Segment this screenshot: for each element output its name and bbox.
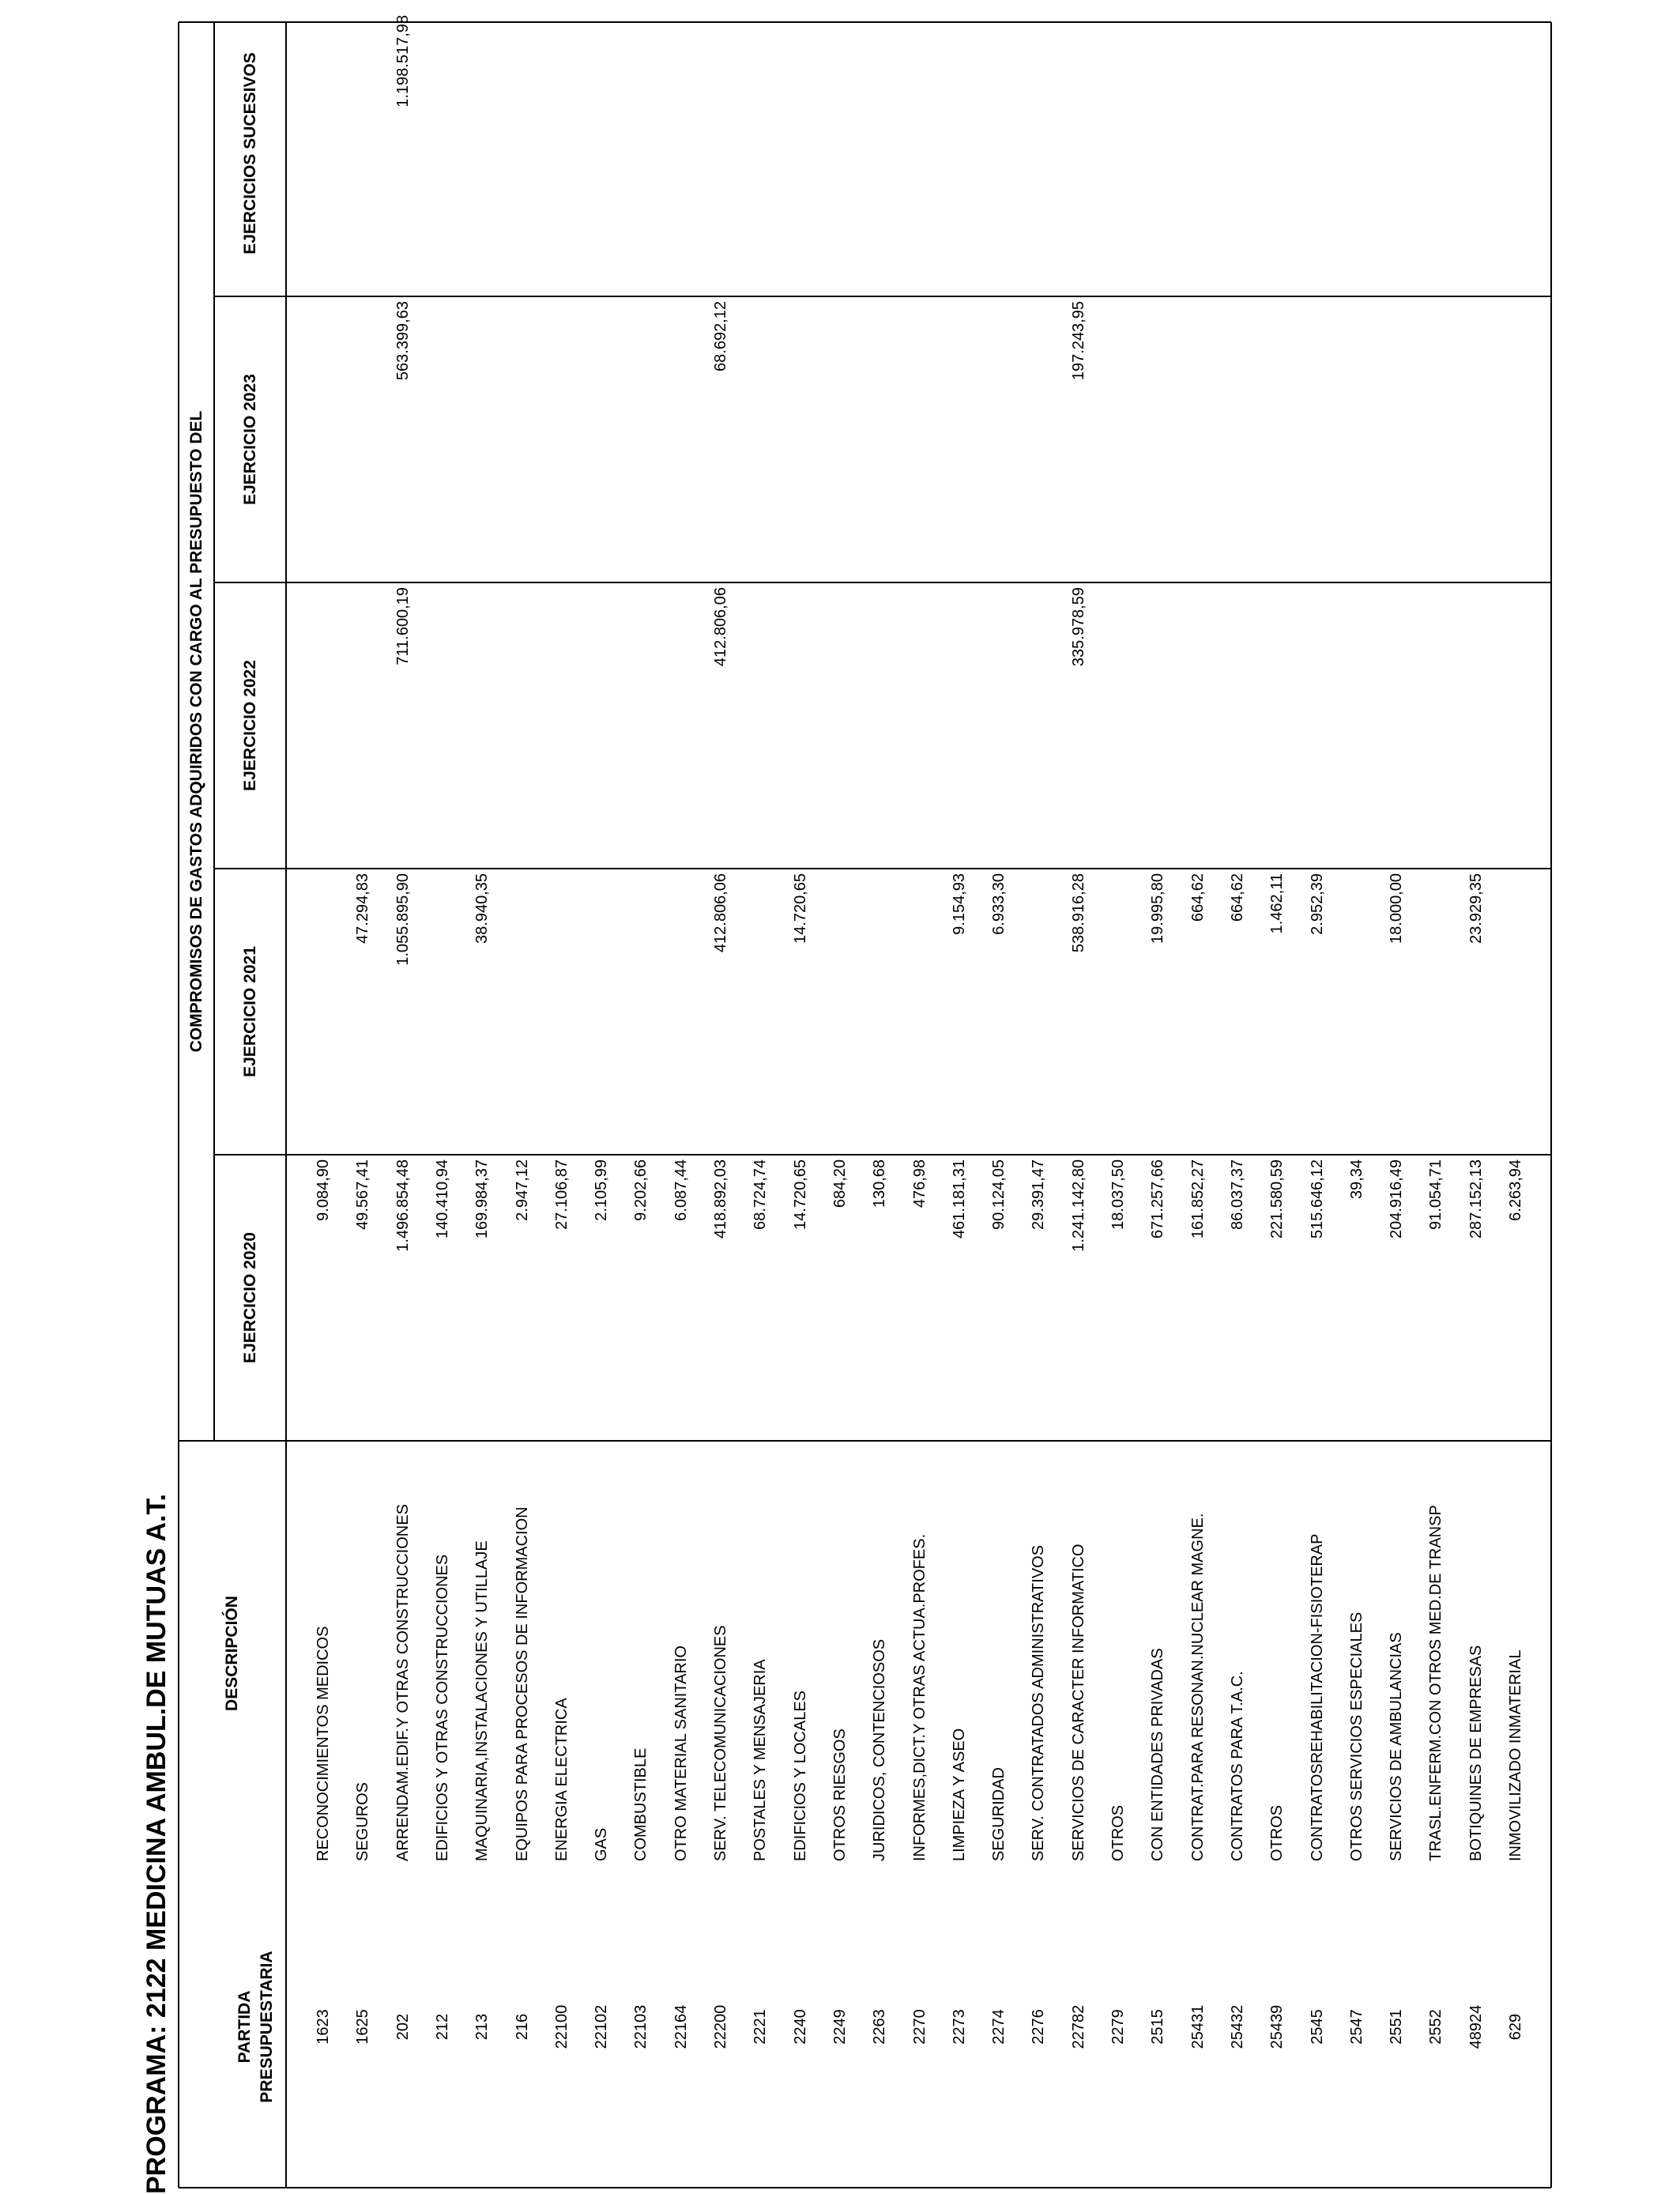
amount-cell-y2021: 14.720,65: [791, 873, 809, 944]
partida-cell: 2240: [791, 2009, 809, 2045]
descripcion-cell: OTRO MATERIAL SANITARIO: [672, 1646, 690, 1861]
partida-cell: 22164: [672, 2004, 690, 2049]
descripcion-cell: LIMPIEZA Y ASEO: [950, 1728, 968, 1861]
descripcion-cell: OTROS: [1268, 1804, 1286, 1861]
amount-cell-y2021: 38.940,35: [473, 873, 492, 944]
descripcion-cell: BOTIQUINES DE EMPRESAS: [1467, 1645, 1485, 1861]
partida-cell: 202: [394, 2013, 412, 2041]
descripcion-cell: COMBUSTIBLE: [632, 1747, 650, 1861]
amount-cell-y2021: 2.952,39: [1308, 873, 1326, 935]
amount-cell-y2021: 47.294,83: [354, 873, 372, 944]
descripcion-cell: CON ENTIDADES PRIVADAS: [1149, 1648, 1167, 1861]
amount-cell-y2020: 68.724,74: [751, 1159, 770, 1230]
amount-cell-y2023: 197.243,95: [1069, 301, 1087, 381]
header-y2021: EJERCICIO 2021: [240, 946, 259, 1077]
descripcion-cell: OTROS RIESGOS: [831, 1728, 849, 1861]
amount-cell-y2020: 90.124,05: [990, 1159, 1008, 1230]
partida-cell: 1625: [354, 2009, 372, 2045]
descripcion-cell: SEGUROS: [354, 1781, 372, 1861]
amount-cell-y2020: 2.105,99: [593, 1159, 611, 1221]
partida-cell: 2547: [1347, 2009, 1365, 2045]
header-sucesivos: EJERCICIOS SUCESIVOS: [240, 52, 259, 254]
amount-cell-y2020: 49.567,41: [354, 1159, 372, 1230]
amount-cell-y2020: 6.087,44: [672, 1159, 690, 1221]
amount-cell-y2020: 14.720,65: [791, 1159, 809, 1230]
amount-cell-y2020: 91.054,71: [1427, 1159, 1445, 1230]
amount-cell-y2020: 86.037,37: [1228, 1159, 1246, 1230]
amount-cell-y2023: 563.399,63: [394, 301, 412, 381]
partida-cell: 2273: [950, 2009, 968, 2045]
partida-cell: 2279: [1109, 2009, 1127, 2045]
partida-cell: 2249: [831, 2009, 849, 2045]
amount-cell-y2021: 23.929,35: [1467, 873, 1485, 944]
descripcion-cell: OTROS SERVICIOS ESPECIALES: [1347, 1612, 1365, 1861]
descripcion-cell: POSTALES Y MENSAJERIA: [751, 1659, 770, 1861]
descripcion-cell: EDIFICIOS Y LOCALES: [791, 1690, 809, 1861]
amount-cell-y2020: 161.852,27: [1188, 1159, 1207, 1239]
amount-cell-y2020: 461.181,31: [950, 1159, 968, 1239]
descripcion-cell: SERV. TELECOMUNICACIONES: [712, 1625, 729, 1861]
amount-cell-y2021: 1.462,11: [1268, 873, 1286, 934]
amount-cell-y2021: 664,62: [1228, 873, 1246, 922]
program-title: PROGRAMA: 2122 MEDICINA AMBUL.DE MUTUAS A.T.: [141, 1494, 171, 2194]
partida-cell: 25432: [1228, 2004, 1246, 2049]
amount-cell-y2020: 130,68: [871, 1159, 889, 1208]
partida-cell: 22102: [593, 2004, 611, 2049]
amount-cell-y2020: 9.202,66: [632, 1159, 650, 1221]
descripcion-cell: GAS: [593, 1827, 611, 1861]
amount-cell-y2020: 169.984,37: [473, 1159, 492, 1239]
partida-cell: 25439: [1268, 2004, 1286, 2049]
descripcion-cell: CONTRATOSREHABILITACION-FISIOTERAP: [1308, 1533, 1326, 1861]
partida-cell: 2551: [1388, 2009, 1406, 2045]
partida-cell: 629: [1507, 2013, 1524, 2041]
descripcion-cell: RECONOCIMIENTOS MEDICOS: [315, 1626, 332, 1861]
partida-cell: 2221: [751, 2009, 770, 2045]
descripcion-cell: INMOVILIZADO INMATERIAL: [1507, 1649, 1524, 1861]
amount-cell-y2021: 538.916,28: [1069, 873, 1087, 953]
amount-cell-y2020: 221.580,59: [1268, 1159, 1286, 1239]
partida-cell: 216: [513, 2013, 531, 2041]
descripcion-cell: TRASL.ENFERM.CON OTROS MED.DE TRANSP: [1427, 1505, 1445, 1861]
amount-cell-y2021: 18.000,00: [1388, 873, 1406, 944]
amount-cell-y2020: 6.263,94: [1507, 1159, 1524, 1221]
amount-cell-y2020: 204.916,49: [1388, 1159, 1406, 1239]
partida-cell: 2270: [910, 2009, 929, 2045]
header-descripcion: DESCRIPCIÓN: [223, 1596, 241, 1711]
amount-cell-y2023: 68.692,12: [712, 301, 729, 371]
descripcion-cell: JURIDICOS, CONTENCIOSOS: [871, 1638, 889, 1861]
descripcion-cell: ARRENDAM.EDIF.Y OTRAS CONSTRUCCIONES: [394, 1504, 412, 1861]
amount-cell-y2022: 412.806,06: [712, 587, 729, 667]
descripcion-cell: SERVICIOS DE CARACTER INFORMATICO: [1069, 1544, 1087, 1861]
amount-cell-y2022: 711.600,19: [394, 587, 412, 665]
amount-cell-y2020: 287.152,13: [1467, 1159, 1485, 1239]
partida-cell: 1623: [315, 2009, 332, 2045]
amount-cell-y2020: 418.892,03: [712, 1159, 729, 1239]
partida-cell: 22100: [552, 2004, 571, 2049]
header-y2023: EJERCICIO 2023: [240, 374, 259, 505]
partida-cell: 2545: [1308, 2009, 1326, 2045]
amount-cell-y2021: 6.933,30: [990, 873, 1008, 935]
amount-cell-y2021: 19.995,80: [1149, 873, 1167, 944]
descripcion-cell: ENERGIA ELECTRICA: [552, 1698, 571, 1861]
amount-cell-y2020: 9.084,90: [315, 1159, 332, 1221]
header-compromisos: COMPROMISOS DE GASTOS ADQUIRIDOS CON CARGO AL PRESUPUESTO DEL: [186, 410, 205, 1053]
amount-cell-y2020: 27.106,87: [552, 1159, 571, 1230]
header-y2020: EJERCICIO 2020: [240, 1232, 259, 1363]
descripcion-cell: OTROS: [1109, 1804, 1127, 1861]
partida-cell: 213: [473, 2013, 492, 2041]
descripcion-cell: MAQUINARIA,INSTALACIONES Y UTILLAJE: [473, 1540, 492, 1861]
amount-cell-y2020: 140.410,94: [433, 1159, 451, 1239]
descripcion-cell: SERV. CONTRATADOS ADMINISTRATIVOS: [1030, 1544, 1048, 1861]
header-y2022: EJERCICIO 2022: [240, 660, 259, 791]
partida-cell: 22200: [712, 2004, 729, 2049]
amount-cell-y2021: 9.154,93: [950, 873, 968, 935]
partida-cell: 22782: [1069, 2004, 1087, 2049]
header-partida: PARTIDA PRESUPUESTARIA: [235, 1951, 276, 2103]
descripcion-cell: INFORMES,DICT.Y OTRAS ACTUA.PROFES.: [910, 1533, 929, 1861]
amount-cell-y2020: 18.037,50: [1109, 1159, 1127, 1230]
partida-cell: 2274: [990, 2009, 1008, 2045]
amount-cell-y2021: 412.806,06: [712, 873, 729, 953]
amount-cell-y2021: 1.055.895,90: [394, 873, 412, 966]
partida-cell: 22103: [632, 2004, 650, 2049]
amount-cell-y2020: 29.391,47: [1030, 1159, 1048, 1230]
descripcion-cell: CONTRAT.PARA RESONAN.NUCLEAR MAGNE.: [1188, 1513, 1207, 1861]
descripcion-cell: SEGURIDAD: [990, 1767, 1008, 1861]
partida-cell: 2552: [1427, 2009, 1445, 2045]
partida-cell: 2276: [1030, 2009, 1048, 2045]
amount-cell-y2020: 1.241.142,80: [1069, 1159, 1087, 1252]
descripcion-cell: CONTRATOS PARA T.A.C.: [1228, 1671, 1246, 1861]
amount-cell-y2020: 1.496.854,48: [394, 1159, 412, 1252]
amount-cell-y2021: 664,62: [1188, 873, 1207, 922]
amount-cell-y2020: 476,98: [910, 1159, 929, 1208]
amount-cell-y2020: 515.646,12: [1308, 1159, 1326, 1239]
partida-cell: 48924: [1467, 2004, 1485, 2049]
partida-cell: 2263: [871, 2009, 889, 2045]
amount-cell-y2020: 684,20: [831, 1159, 849, 1208]
partida-cell: 212: [433, 2013, 451, 2041]
descripcion-cell: SERVICIOS DE AMBULANCIAS: [1388, 1632, 1406, 1861]
amount-cell-y2020: 39,34: [1347, 1159, 1365, 1200]
amount-cell-sucesivos: 1.198.517,98: [394, 15, 412, 107]
descripcion-cell: EQUIPOS PARA PROCESOS DE INFORMACION: [513, 1506, 531, 1861]
descripcion-cell: EDIFICIOS Y OTRAS CONSTRUCCIONES: [433, 1554, 451, 1861]
amount-cell-y2020: 2.947,12: [513, 1159, 531, 1221]
partida-cell: 25431: [1188, 2004, 1207, 2049]
amount-cell-y2020: 671.257,66: [1149, 1159, 1167, 1239]
partida-cell: 2515: [1149, 2009, 1167, 2045]
amount-cell-y2022: 335.978,59: [1069, 587, 1087, 667]
